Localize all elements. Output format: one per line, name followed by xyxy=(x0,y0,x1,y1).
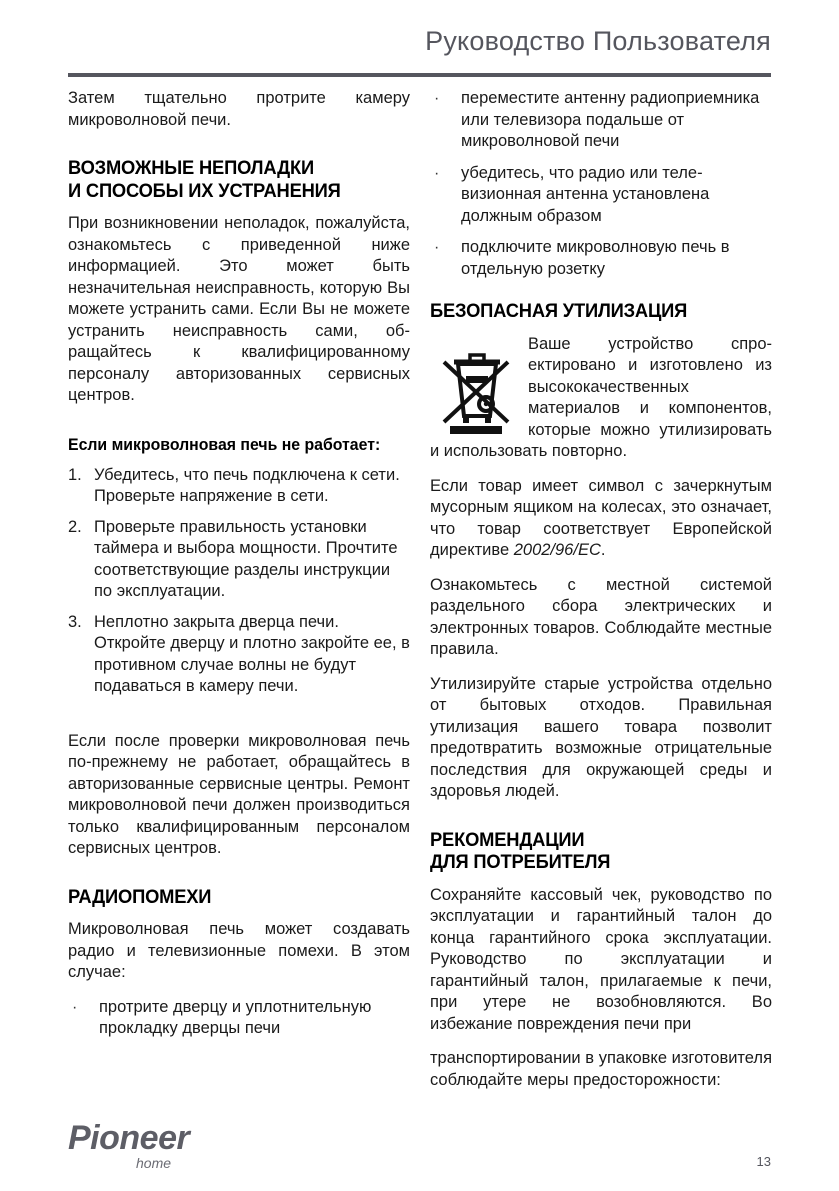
list-item-number: 2. xyxy=(68,517,82,536)
heading-troubleshooting-line2: И СПОСОБЫ ИХ УСТРАНЕНИЯ xyxy=(68,179,341,202)
page-header xyxy=(68,26,771,57)
bullet-dot-icon: · xyxy=(434,239,440,256)
logo-wordmark: Pioneer xyxy=(68,1119,190,1157)
directive-text-before: Если товар имеет символ с зачеркнутым мусорным ящиком на колесах, это означает, что товар соответствует Европейской директиве xyxy=(430,476,772,559)
pioneer-logo xyxy=(68,1121,308,1175)
list-item-text: Проверьте правильность установки таймера и выбора мощности. Прочтите соответствующие разделы инструкции по эксплуатации. xyxy=(94,517,398,600)
heading-radio-interference: РАДИОПОМЕХИ xyxy=(68,885,212,908)
radio-interference-bullets xyxy=(68,997,410,1040)
crossed-out-wheelie-bin-icon xyxy=(438,338,516,434)
heading-troubleshooting xyxy=(68,157,389,202)
list-item xyxy=(430,163,772,228)
list-item-text: Убедитесь, что печь подключена к сети. Проверьте напряжение в сети. xyxy=(94,465,400,505)
two-column-body xyxy=(0,88,839,1118)
list-item-text: убедитесь, что радио или телевизионная антенна установлена должным образом xyxy=(461,163,710,225)
page-footer xyxy=(0,1117,839,1191)
list-item xyxy=(68,517,410,603)
dispose-separately-paragraph: Утилизируйте старые устройства отдельно от бытовых отходов. Правильная утилизация вашего товара позволит предотвратить возможные отрицательные последствия для окружающей среды и здоровья людей. xyxy=(430,674,772,800)
heading-recommendations xyxy=(430,829,751,874)
right-column xyxy=(430,88,772,1091)
troubleshooting-steps-list xyxy=(68,465,410,698)
heading-recommendations-line1: РЕКОМЕНДАЦИИ xyxy=(430,828,585,851)
list-item xyxy=(68,997,410,1040)
radio-interference-paragraph: Микроволновая печь может создавать радио и телевизионные помехи. В этом случае: xyxy=(68,920,410,981)
list-item-text: Неплотно закрыта дверца печи. Откройте дверцу и плотно закройте ее, в противном случае волны не будут подаваться в камеру печи. xyxy=(94,612,410,695)
recommendations-paragraph-1: Сохраняйте кассовый чек, руководство по эксплуатации и гарантийный талон до конца гарантийного срока эксплуатации. Руководство по эксплуатации и гарантийный талон, прилагаемые к печи, при утере не возобновляются. Во избежание повреждения печи при xyxy=(430,885,772,1033)
list-item-text: протрите дверцу и уплотнительную прокладку дверцы печи xyxy=(99,997,372,1037)
recommendations-paragraph-2: транспортировании в упаковке изготовителя соблюдайте меры предосторожности: xyxy=(430,1049,772,1089)
directive-text-after: . xyxy=(600,541,606,559)
after-check-paragraph: Если после проверки микроволновая печь по-прежнему не работает, обращайтесь в авторизованные сервисные центры. Ремонт микроволновой печи должен производиться только квалифицированным персоналом сервисных центров. xyxy=(68,731,410,857)
disposal-intro-paragraph: Ваше устройство спроектировано и изготовлено из высококачественных материалов и компонентов, которые можно утилизировать и использовать повторно. xyxy=(430,334,772,460)
local-collection-paragraph: Ознакомьтесь с местной системой раздельного сбора электрических и электронных товаров. Соблюдайте местные правила. xyxy=(430,575,772,658)
paragraph-spacer xyxy=(68,711,410,731)
directive-paragraph xyxy=(430,476,772,562)
list-item xyxy=(430,88,772,153)
heading-safe-disposal: БЕЗОПАСНАЯ УТИЛИЗАЦИЯ xyxy=(430,300,688,322)
header-divider xyxy=(68,73,771,77)
troubleshooting-paragraph: При возникновении неполадок, пожалуйста, ознакомьтесь с приведенной ниже информацией. Это может быть незначительная неисправность, которую Вы можете устранить сами. Если Вы не можете устранить неисправность сами, обращайтесь к квалифицированному персоналу авторизованных сервисных центров. xyxy=(68,214,410,404)
heading-recommendations-line2: ДЛЯ ПОТРЕБИТЕЛЯ xyxy=(430,851,611,873)
page-title: Руководство Пользователя xyxy=(425,26,771,56)
logo-subtext: home xyxy=(136,1155,172,1171)
heading-troubleshooting-line1: ВОЗМОЖНЫЕ НЕПОЛАДКИ xyxy=(68,157,314,179)
bullet-dot-icon: · xyxy=(434,90,440,107)
radio-interference-bullets-continued xyxy=(430,88,772,280)
directive-reference: 2002/96/EC xyxy=(513,541,601,559)
list-item xyxy=(68,612,410,698)
list-item-number: 3. xyxy=(68,612,82,631)
list-item xyxy=(430,237,772,280)
weee-block xyxy=(430,334,772,463)
list-item xyxy=(68,465,410,508)
bullet-dot-icon: · xyxy=(434,164,440,182)
intro-paragraph: Затем тщательно протрите камеру микроволновой печи. xyxy=(68,89,410,129)
list-item-text: переместите антенну радиоприемника или телевизора подальше от микроволновой печи xyxy=(461,89,760,150)
page-number: 13 xyxy=(756,1154,771,1169)
bullet-dot-icon: · xyxy=(72,998,78,1016)
list-item-text: подключите микроволновую печь в отдельную розетку xyxy=(461,238,730,278)
subheading-oven-not-working: Если микроволновая печь не работает: xyxy=(68,435,381,454)
left-column xyxy=(68,88,410,1053)
list-item-number: 1. xyxy=(68,465,82,484)
